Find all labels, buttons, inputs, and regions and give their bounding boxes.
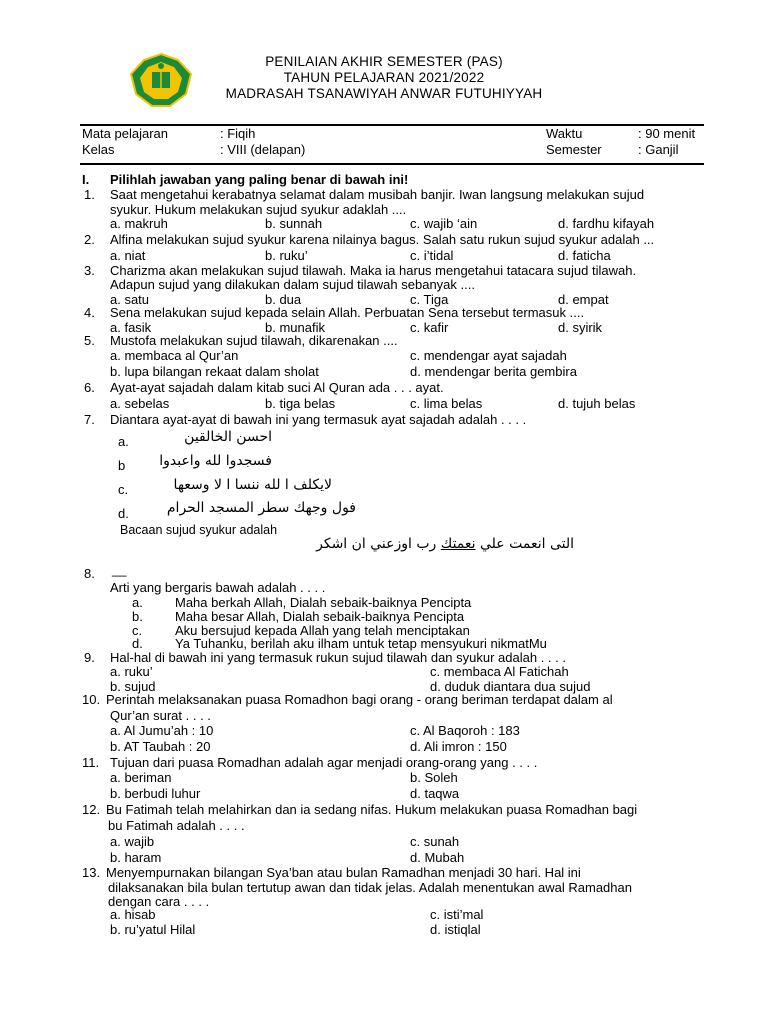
option-a: a. beriman (110, 770, 172, 785)
question-number: 5. (84, 333, 95, 348)
question-number: 3. (84, 263, 95, 278)
question-text: Diantara ayat-ayat di bawah ini yang termasuk ayat sajadah adalah . . . . (110, 412, 527, 427)
option-d: d. empat (558, 292, 609, 307)
option-d: d. Ali imron : 150 (410, 739, 507, 754)
option-a: a. hisab (110, 907, 156, 922)
option-b: b. tiga belas (265, 396, 336, 411)
school-name: MADRASAH TSANAWIYAH ANWAR FUTUHIYYAH (225, 86, 543, 101)
option-c: b. Soleh (410, 770, 458, 785)
question-text: Alfina melakukan sujud syukur karena nilainya bagus. Salah satu rukun sujud syukur adalah ... (110, 232, 655, 247)
question-number: 2. (84, 232, 95, 247)
option-a: a. membaca al Qur’an (110, 348, 239, 363)
option-d: d. fardhu kifayah (558, 216, 655, 231)
prayer-arabic (280, 535, 574, 553)
question-number: 6. (84, 380, 95, 395)
prayer-arabic-underlined: نعمتك (440, 536, 476, 552)
class-value: : VIII (delapan) (220, 142, 306, 157)
option-c: c. mendengar ayat sajadah (410, 348, 567, 363)
option-c-label: c. (132, 623, 143, 638)
option-a: a. ruku’ (110, 664, 153, 679)
time-label: Waktu (546, 126, 583, 141)
subject-label: Mata pelajaran (82, 126, 168, 141)
option-b: b. haram (110, 850, 162, 865)
exam-title: PENILAIAN AKHIR SEMESTER (PAS) (265, 54, 503, 69)
option-a-label: a. (132, 595, 143, 610)
question-text: Mustofa melakukan sujud tilawah, dikarenakan .... (110, 333, 398, 348)
option-d-arabic: فول وجهك سطر المسجد الحرام (166, 500, 356, 516)
option-a-arabic: احسن الخالقين (184, 429, 272, 445)
option-b: b. berbudi luhur (110, 786, 201, 801)
option-c: c. membaca Al Fatichah (430, 664, 569, 679)
option-a: Maha berkah Allah, Dialah sebaik-baiknya Pencipta (175, 595, 472, 610)
question-number: 4. (84, 305, 95, 320)
option-c: c. wajib ‘ain (410, 216, 478, 231)
option-c: c. lima belas (410, 396, 483, 411)
question-number: 1. (84, 187, 95, 202)
option-c-label: c. (118, 482, 129, 497)
time-value: : 90 menit (638, 126, 696, 141)
option-d: d. istiqlal (430, 922, 481, 937)
option-a: a. satu (110, 292, 150, 307)
option-a-label: a. (118, 434, 129, 449)
question-number: 10. (82, 692, 101, 707)
option-c: c. Al Baqoroh : 183 (410, 723, 520, 738)
option-d-label: d. (118, 506, 129, 521)
question-text: Sena melakukan sujud kepada selain Allah. Perbuatan Sena tersebut termasuk .... (110, 305, 585, 320)
option-c: Aku bersujud kepada Allah yang telah menciptakan (175, 623, 470, 638)
question-number: 11. (82, 755, 100, 770)
option-b: b. ru’yatul Hilal (110, 922, 196, 937)
question-number: 8. (84, 566, 95, 581)
option-c: c. Tiga (410, 292, 449, 307)
question-text: Perintah melaksanakan puasa Romadhon bagi orang - orang beriman terdapat dalam al (106, 692, 613, 707)
option-b: b. munafik (265, 320, 325, 335)
class-label: Kelas (82, 142, 115, 157)
header-rule-bottom (80, 163, 704, 165)
question-text: Hal-hal di bawah ini yang termasuk rukun sujud tilawah dan syukur adalah . . . . (110, 650, 566, 665)
option-a: a. Al Jumu’ah : 10 (110, 723, 214, 738)
option-a: a. sebelas (110, 396, 170, 411)
option-b: Maha besar Allah, Dialah sebaik-baiknya Pencipta (175, 609, 465, 624)
semester-value: : Ganjil (638, 142, 679, 157)
question-text: Adapun sujud yang dilakukan dalam sujud tilawah sebanyak .... (110, 277, 475, 292)
option-c: c. kafir (410, 320, 449, 335)
option-b: b. sujud (110, 679, 156, 694)
question-text: Arti yang bergaris bawah adalah . . . . (110, 580, 326, 595)
prayer-arabic-end: التى انعمت علي (480, 536, 574, 552)
section-title: Pilihlah jawaban yang paling benar di bawah ini! (110, 172, 409, 187)
subject-value: : Fiqih (220, 126, 256, 141)
option-d: d. syirik (558, 320, 603, 335)
question-text: dengan cara . . . . (108, 894, 210, 909)
question-text: Ayat-ayat sajadah dalam kitab suci Al Quran ada . . . ayat. (110, 380, 444, 395)
option-c: c. sunah (410, 834, 460, 849)
question-number: 12. (82, 802, 101, 817)
option-d: d. mendengar berita gembira (410, 364, 577, 379)
option-c: c. i’tidal (410, 248, 454, 263)
semester-label: Semester (546, 142, 602, 157)
option-d: d. tujuh belas (558, 396, 636, 411)
question-text: syukur. Hukum melakukan sujud syukur adaklah .... (110, 202, 407, 217)
option-b-label: b (118, 458, 126, 473)
option-d: d. Mubah (410, 850, 465, 865)
question-number: 13. (82, 865, 101, 880)
blank-line: __ (112, 562, 127, 577)
option-d: d. faticha (558, 248, 611, 263)
question-text: Qur’an surat . . . . (110, 708, 211, 723)
option-d-label: d. (132, 636, 143, 651)
option-a: a. fasik (110, 320, 152, 335)
option-a: a. makruh (110, 216, 168, 231)
option-d: Ya Tuhanku, berilah aku ilham untuk tetap mensyukuri nikmatMu (175, 636, 547, 651)
option-d: d. duduk diantara dua sujud (430, 679, 591, 694)
question-text: Tujuan dari puasa Romadhan adalah agar menjadi orang-orang yang . . . . (110, 755, 538, 770)
option-a: a. wajib (110, 834, 155, 849)
prayer-arabic-start: رب اوزعني ان اشكر (316, 536, 437, 552)
option-b: b. ruku’ (265, 248, 308, 263)
prayer-intro: Bacaan sujud syukur adalah (120, 523, 278, 537)
option-c-arabic: لايكلف ا لله ننسا ا لا وسعها (173, 477, 332, 493)
option-b-arabic: فسجدوا لله واعبدوا (159, 453, 272, 469)
question-text: Saat mengetahui kerabatnya selamat dalam musibah banjir. Iwan langsung melakukan sujud (110, 187, 645, 202)
option-b: b. dua (265, 292, 302, 307)
question-number: 9. (84, 650, 95, 665)
option-b: b. lupa bilangan rekaat dalam sholat (110, 364, 319, 379)
option-d: d. taqwa (410, 786, 460, 801)
option-b: b. AT Taubah : 20 (110, 739, 211, 754)
option-a: a. niat (110, 248, 146, 263)
header-rule-top (80, 124, 704, 126)
question-number: 7. (84, 412, 95, 427)
question-text: dilaksanakan bila bulan tertutup awan dan tidak jelas. Adalah menentukan awal Ramadhan (108, 880, 632, 895)
option-b: b. sunnah (265, 216, 323, 231)
academic-year: TAHUN PELAJARAN 2021/2022 (283, 70, 485, 85)
question-text: Menyempurnakan bilangan Sya’ban atau bulan Ramadhan menjadi 30 hari. Hal ini (106, 865, 581, 880)
option-b-label: b. (132, 609, 143, 624)
question-text: Charizma akan melakukan sujud tilawah. Maka ia harus mengetahui tatacara sujud tilawah. (110, 263, 637, 278)
section-number: I. (82, 172, 90, 187)
question-text: Bu Fatimah telah melahirkan dan ia sedang nifas. Hukum melakukan puasa Romadhan bagi (106, 802, 638, 817)
question-text: bu Fatimah adalah . . . . (108, 818, 245, 833)
option-c: c. isti’mal (430, 907, 484, 922)
